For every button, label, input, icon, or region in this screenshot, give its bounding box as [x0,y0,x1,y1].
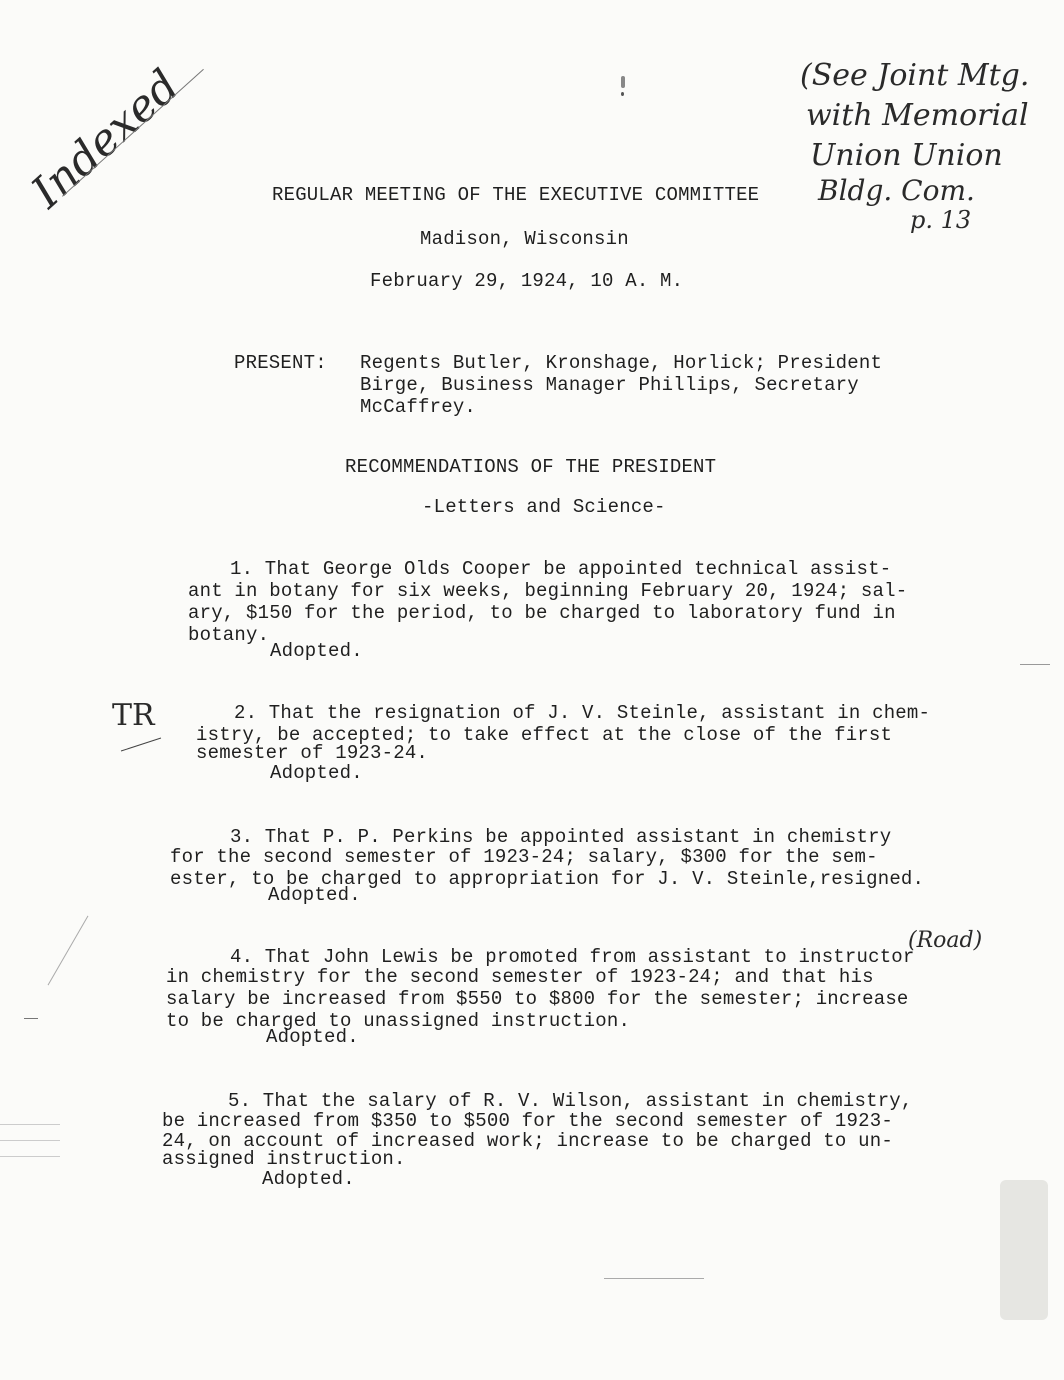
item-line: 1. That George Olds Cooper be appointed technical assist- [230,558,892,580]
present-line-3: McCaffrey. [360,396,477,418]
tr-underline [121,738,161,752]
scan-mark [604,1278,704,1279]
margin-note-line-4: Bldg. Com. [818,174,975,207]
item-line: 3. That P. P. Perkins be appointed assistant in chemistry [230,826,892,848]
item-line: assigned instruction. [162,1148,406,1170]
meeting-title: REGULAR MEETING OF THE EXECUTIVE COMMITTEE [272,184,760,206]
item-line: to be charged to unassigned instruction. [166,1010,631,1032]
meeting-date: February 29, 1924, 10 A. M. [370,270,684,292]
item-status: Adopted. [262,1168,355,1190]
section-heading: RECOMMENDATIONS OF THE PRESIDENT [345,456,717,478]
scan-mark [1020,664,1050,665]
item-line: 5. That the salary of R. V. Wilson, assistant in chemistry, [228,1090,913,1112]
indexed-annotation: Indexed [22,60,190,218]
item-line: 2. That the resignation of J. V. Steinle, assistant in chem- [234,702,931,724]
margin-note-line-5: p. 13 [910,206,972,234]
item-line: salary be increased from $550 to $800 for the semester; increase [166,988,909,1010]
road-annotation: (Road) [908,928,983,953]
item-line: botany. [188,624,270,646]
item-status: Adopted. [266,1026,359,1048]
item-status: Adopted. [268,884,361,906]
item-line: for the second semester of 1923-24; salary, $300 for the sem- [170,846,878,868]
item-line: ary, $150 for the period, to be charged to laboratory fund in [188,602,896,624]
scan-mark [0,1156,60,1157]
margin-note-line-2: with Memorial [806,98,1029,133]
present-line-2: Birge, Business Manager Phillips, Secretary [360,374,859,396]
meeting-location: Madison, Wisconsin [420,228,629,250]
scan-mark [24,1018,38,1019]
item-line: ant in botany for six weeks, beginning February 20, 1924; sal- [188,580,908,602]
margin-note-line-1: (See Joint Mtg. [800,58,1030,93]
present-label: PRESENT: [234,352,327,374]
margin-note-line-3: Union Union [810,138,1003,173]
scan-mark [621,76,625,88]
item-line: semester of 1923-24. [196,742,429,764]
item-line: be increased from $350 to $500 for the second semester of 1923- [162,1110,893,1132]
item-line: in chemistry for the second semester of 1923-24; and that his [166,966,874,988]
item-status: Adopted. [270,762,363,784]
tr-annotation: TR [112,698,155,733]
present-line-1: Regents Butler, Kronshage, Horlick; President [360,352,883,374]
item-line: ester, to be charged to appropriation for J. V. Steinle,resigned. [170,868,925,890]
scan-mark [0,1140,60,1141]
section-subheading: -Letters and Science- [422,496,666,518]
item-line: istry, be accepted; to take effect at the close of the first [196,724,893,746]
scan-mark [0,1124,60,1125]
item-status: Adopted. [270,640,363,662]
scan-mark [621,92,624,96]
item-line: 4. That John Lewis be promoted from assistant to instructor [230,946,915,968]
scan-mark [1000,1180,1048,1320]
item-line: 24, on account of increased work; increase to be charged to un- [162,1130,893,1152]
scan-mark [48,916,89,986]
